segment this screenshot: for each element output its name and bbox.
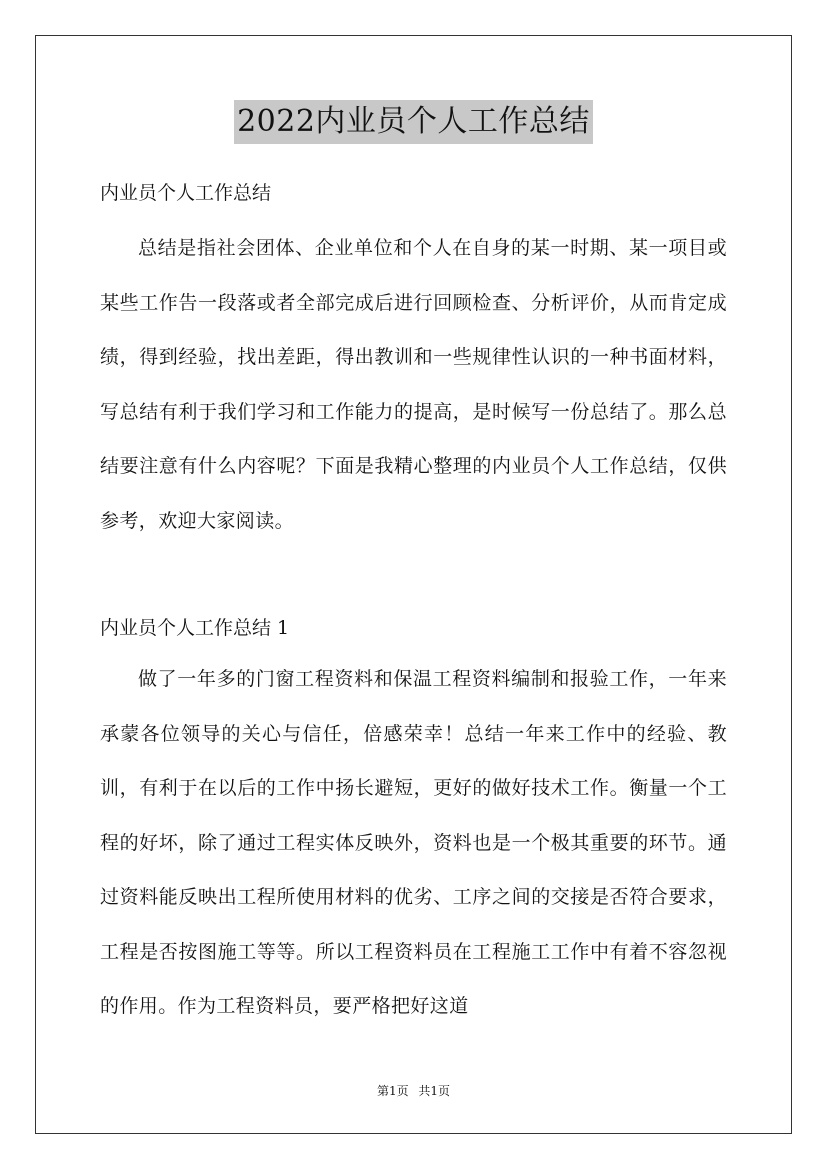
page-footer [0,1083,827,1099]
section-1-heading: 内业员个人工作总结 1 [100,617,290,639]
document-subtitle: 内业员个人工作总结 [100,182,272,204]
section-1-paragraph: 做了一年多的门窗工程资料和保温工程资料编制和报验工作，一年来承蒙各位领导的关心与信任，倍感荣幸！总结一年来工作中的经验、教训，有利于在以后的工作中扬长避短，更好的做好技术工作。衡量一个工程的好坏，除了通过工程实体反映外，资料也是一个极其重要的环节。通过资料能反映出工程所使用材料的优劣、工序之间的交接是否符合要求，工程是否按图施工等等。所以工程资料员在工程施工工作中有着不容忽视的作用。作为工程资料员，要严格把好这道 [100,668,727,1017]
page-number: 第1页 [376,1084,409,1098]
document-title-text: 2022内业员个人工作总结 [234,100,593,144]
page-total: 共1页 [418,1084,451,1098]
document-title [0,100,827,148]
intro-paragraph: 总结是指社会团体、企业单位和个人在自身的某一时期、某一项目或某些工作告一段落或者全部完成后进行回顾检查、分析评价，从而肯定成绩，得到经验，找出差距，得出教训和一些规律性认识的一种书面材料，写总结有利于我们学习和工作能力的提高，是时候写一份总结了。那么总结要注意有什么内容呢？下面是我精心整理的内业员个人工作总结，仅供参考，欢迎大家阅读。 [100,237,727,532]
